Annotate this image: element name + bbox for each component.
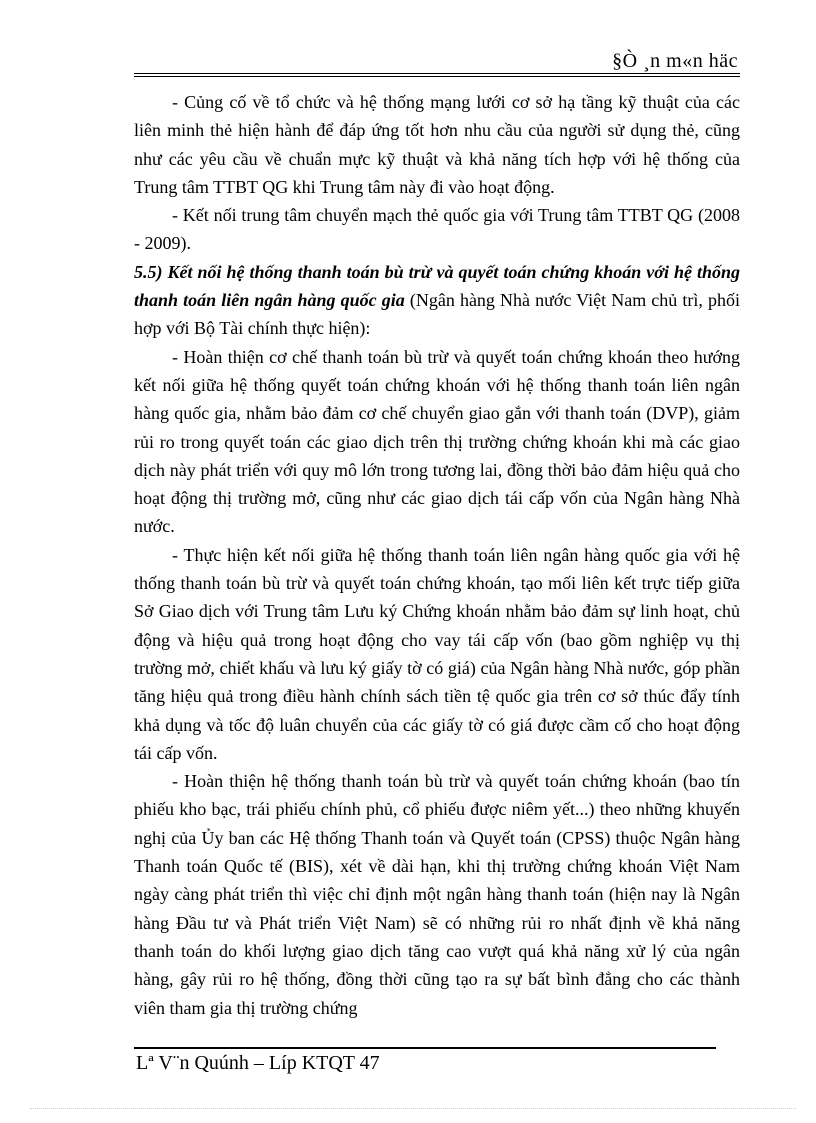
footer-rule bbox=[134, 1047, 716, 1049]
paragraph: - Kết nối trung tâm chuyển mạch thẻ quốc gia với Trung tâm TTBT QG (2008 - 2009). bbox=[134, 205, 740, 254]
paragraph: - Hoàn thiện hệ thống thanh toán bù trừ và quyết toán chứng khoán (bao tín phiếu kho bạc, trái phiếu chính phủ, cổ phiếu được niêm yết...) theo những khuyến nghị của Ủy ban các Hệ thống Thanh toán và Quyết toán (CPSS) thuộc Ngân hàng Thanh toán Quốc tế (BIS), xét về dài hạn, khi thị trường chứng khoán Việt Nam ngày càng phát triển thì việc chỉ định một ngân hàng thanh toán (hiện nay là Ngân hàng Đầu tư và Phát triển Việt Nam) sẽ có những rủi ro nhất định về khả năng thanh toán do khối lượng giao dịch tăng cao vượt quá khả năng xử lý của ngân hàng, gây rủi ro hệ thống, đồng thời cũng tạo ra sự bất bình đẳng cho các thành viên tham gia thị trường chứng bbox=[134, 771, 740, 1018]
header-title: §Ò ¸n m«n häc bbox=[612, 50, 738, 72]
paragraph: - Hoàn thiện cơ chế thanh toán bù trừ và quyết toán chứng khoán theo hướng kết nối giữa hệ thống quyết toán chứng khoán với hệ thống thanh toán liên ngân hàng quốc gia, nhằm bảo đảm cơ chế chuyển giao gắn với thanh toán (DVP), giảm rủi ro trong quyết toán các giao dịch trên thị trường chứng khoán khi mà các giao dịch này phát triển với quy mô lớn trong tương lai, đồng thời bảo đảm hiệu quả cho hoạt động thị trường mở, cũng như các giao dịch tái cấp vốn của Ngân hàng Nhà nước. bbox=[134, 346, 740, 537]
header-rule-secondary bbox=[134, 76, 740, 77]
section-heading bbox=[134, 258, 740, 343]
section-heading-title: 5.5) Kết nối hệ thống thanh toán bù trừ và quyết toán chứng khoán với hệ thống thanh toán liên ngân hàng quốc gia bbox=[134, 261, 740, 311]
header-rule bbox=[134, 73, 740, 74]
paragraph: - Củng cố về tổ chức và hệ thống mạng lưới cơ sở hạ tầng kỹ thuật của các liên minh thẻ hiện hành để đáp ứng tốt hơn nhu cầu của người sử dụng thẻ, cũng như các yêu cầu về chuẩn mực kỹ thuật và khả năng tích hợp với hệ thống của Trung tâm TTBT QG khi Trung tâm này đi vào hoạt động. bbox=[134, 92, 740, 197]
page-edge-dots bbox=[30, 1108, 796, 1109]
footer-author: Lª V¨n Quúnh – Líp KTQT 47 bbox=[136, 1052, 380, 1074]
section-heading-note: (Ngân hàng Nhà nước Việt Nam chủ trì, phối hợp với Bộ Tài chính thực hiện): bbox=[134, 290, 740, 339]
paragraph: - Thực hiện kết nối giữa hệ thống thanh toán liên ngân hàng quốc gia với hệ thống thanh toán bù trừ và quyết toán chứng khoán, tạo mối liên kết trực tiếp giữa Sở Giao dịch với Trung tâm Lưu ký Chứng khoán nhằm bảo đảm sự linh hoạt, chủ động và hiệu quả trong hoạt động cho vay tái cấp vốn (bao gồm nghiệp vụ thị trường mở, chiết khấu và lưu ký giấy tờ có giá) của Ngân hàng Nhà nước, góp phần tăng hiệu quả trong điều hành chính sách tiền tệ quốc gia trên cơ sở thúc đẩy tính khả dụng và tốc độ luân chuyển của các giấy tờ có giá được cầm cố cho hoạt động tái cấp vốn. bbox=[134, 544, 740, 763]
body-text bbox=[134, 88, 740, 1022]
